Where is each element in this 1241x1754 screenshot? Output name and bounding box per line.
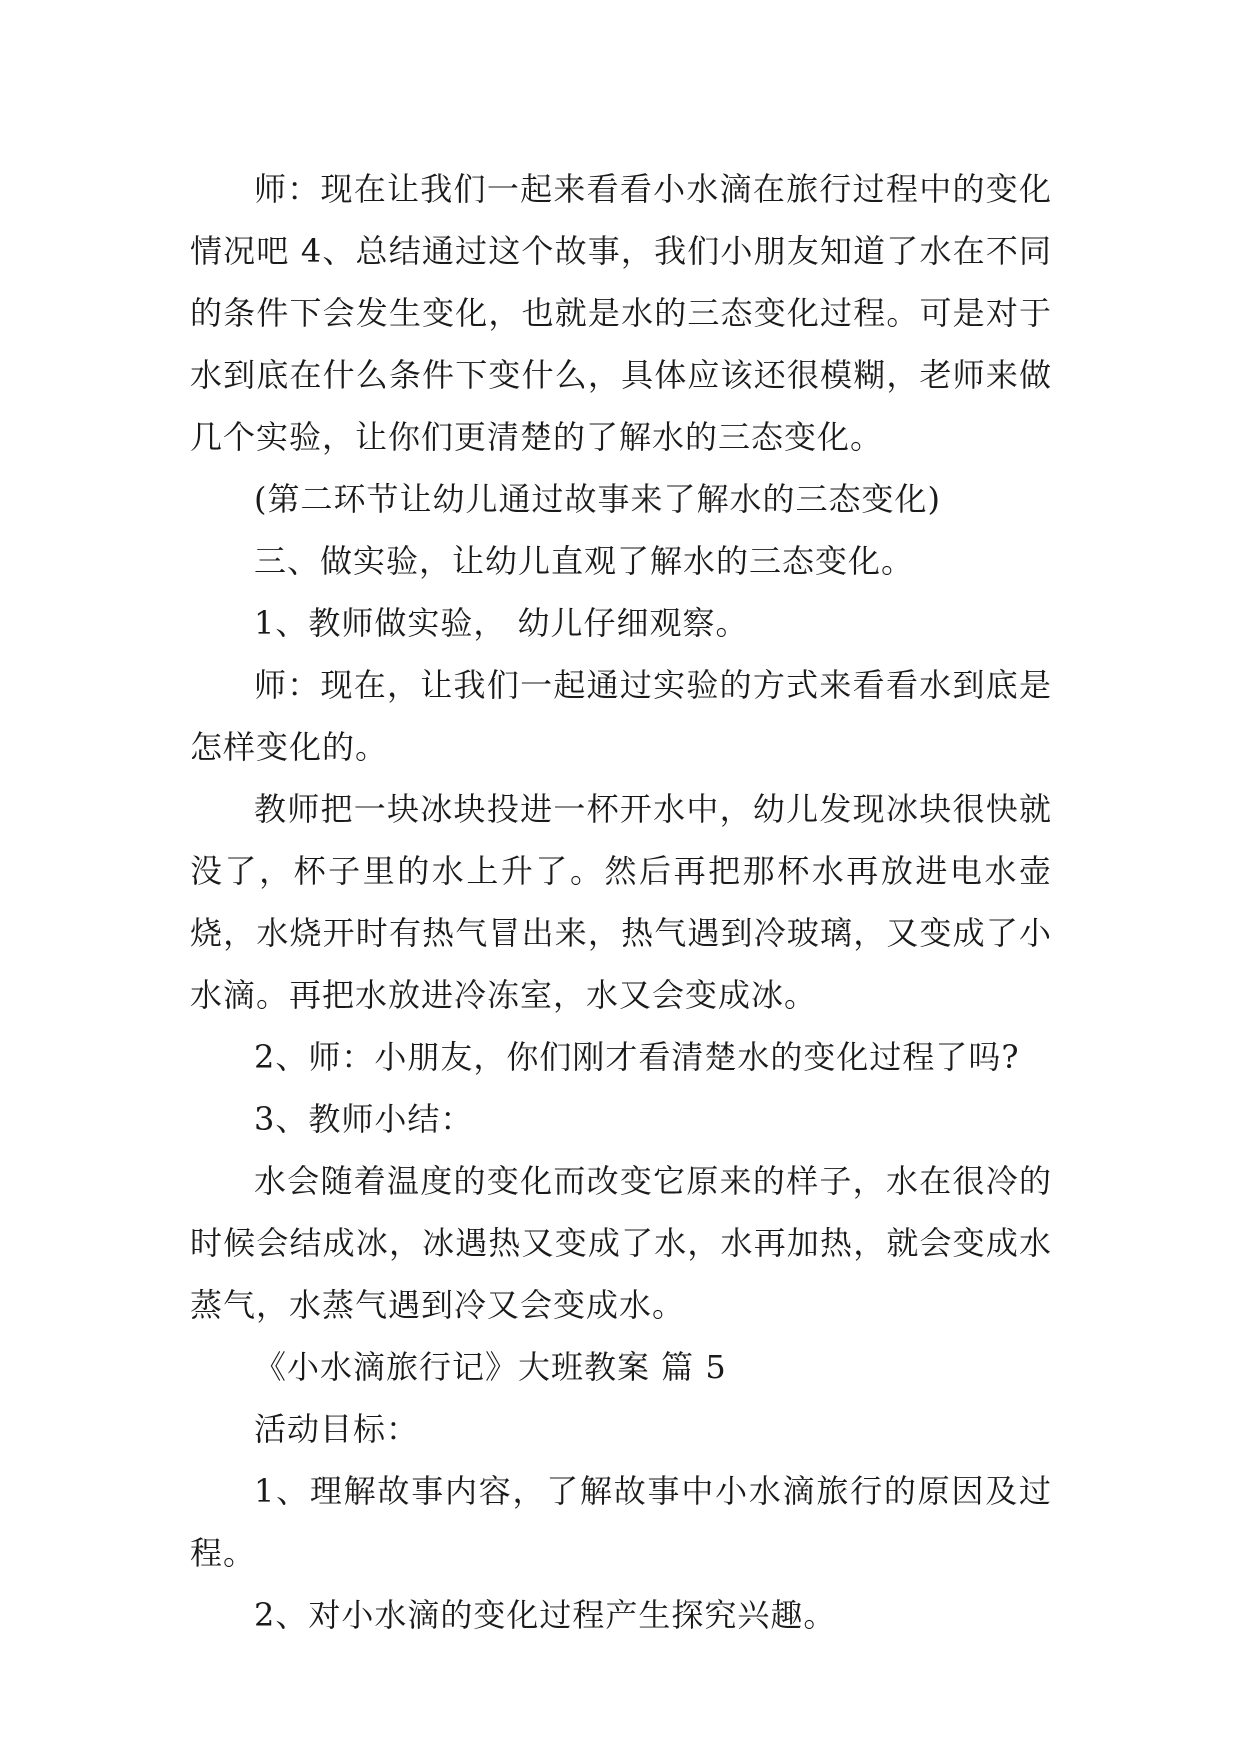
- goal-item-1: 1、理解故事内容，了解故事中小水滴旅行的原因及过程。: [190, 1472, 1052, 1572]
- paragraph-experiment-description: 教师把一块冰块投进一杯开水中，幼儿发现冰块很快就没了，杯子里的水上升了。然后再把那杯水再放进电水壶烧，水烧开时有热气冒出来，热气遇到冷玻璃，又变成了小水滴。再把水放进冷冻室，水又会变成冰。: [190, 790, 1052, 1014]
- paragraph-step-2: 2、师：小朋友，你们刚才看清楚水的变化过程了吗?: [254, 1038, 1020, 1076]
- paragraph-step-1: 1、教师做实验， 幼儿仔细观察。: [254, 604, 749, 642]
- document-body: [190, 158, 1052, 1646]
- lesson-title: 《小水滴旅行记》大班教案 篇 5: [254, 1348, 727, 1386]
- activity-goals-heading: 活动目标：: [254, 1410, 420, 1448]
- goal-item-2: 2、对小水滴的变化过程产生探究兴趣。: [254, 1596, 837, 1634]
- paragraph-step-3: 3、教师小结：: [254, 1100, 474, 1138]
- paragraph-section-heading: 三、做实验，让幼儿直观了解水的三态变化。: [254, 542, 915, 580]
- paragraph-teacher-experiment: 师：现在，让我们一起通过实验的方式来看看水到底是怎样变化的。: [190, 666, 1052, 766]
- paragraph-summary: 水会随着温度的变化而改变它原来的样子，水在很冷的时候会结成冰，冰遇热又变成了水，水再加热，就会变成水蒸气，水蒸气遇到冷又会变成水。: [190, 1162, 1052, 1324]
- paragraph-section-note: (第二环节让幼儿通过故事来了解水的三态变化): [254, 480, 941, 518]
- paragraph-teacher-intro: 师：现在让我们一起来看看小水滴在旅行过程中的变化情况吧 4、总结通过这个故事，我们小朋友知道了水在不同的条件下会发生变化，也就是水的三态变化过程。可是对于水到底在什么条件下变什么，具体应该还很模糊，老师来做几个实验，让你们更清楚的了解水的三态变化。: [190, 170, 1052, 456]
